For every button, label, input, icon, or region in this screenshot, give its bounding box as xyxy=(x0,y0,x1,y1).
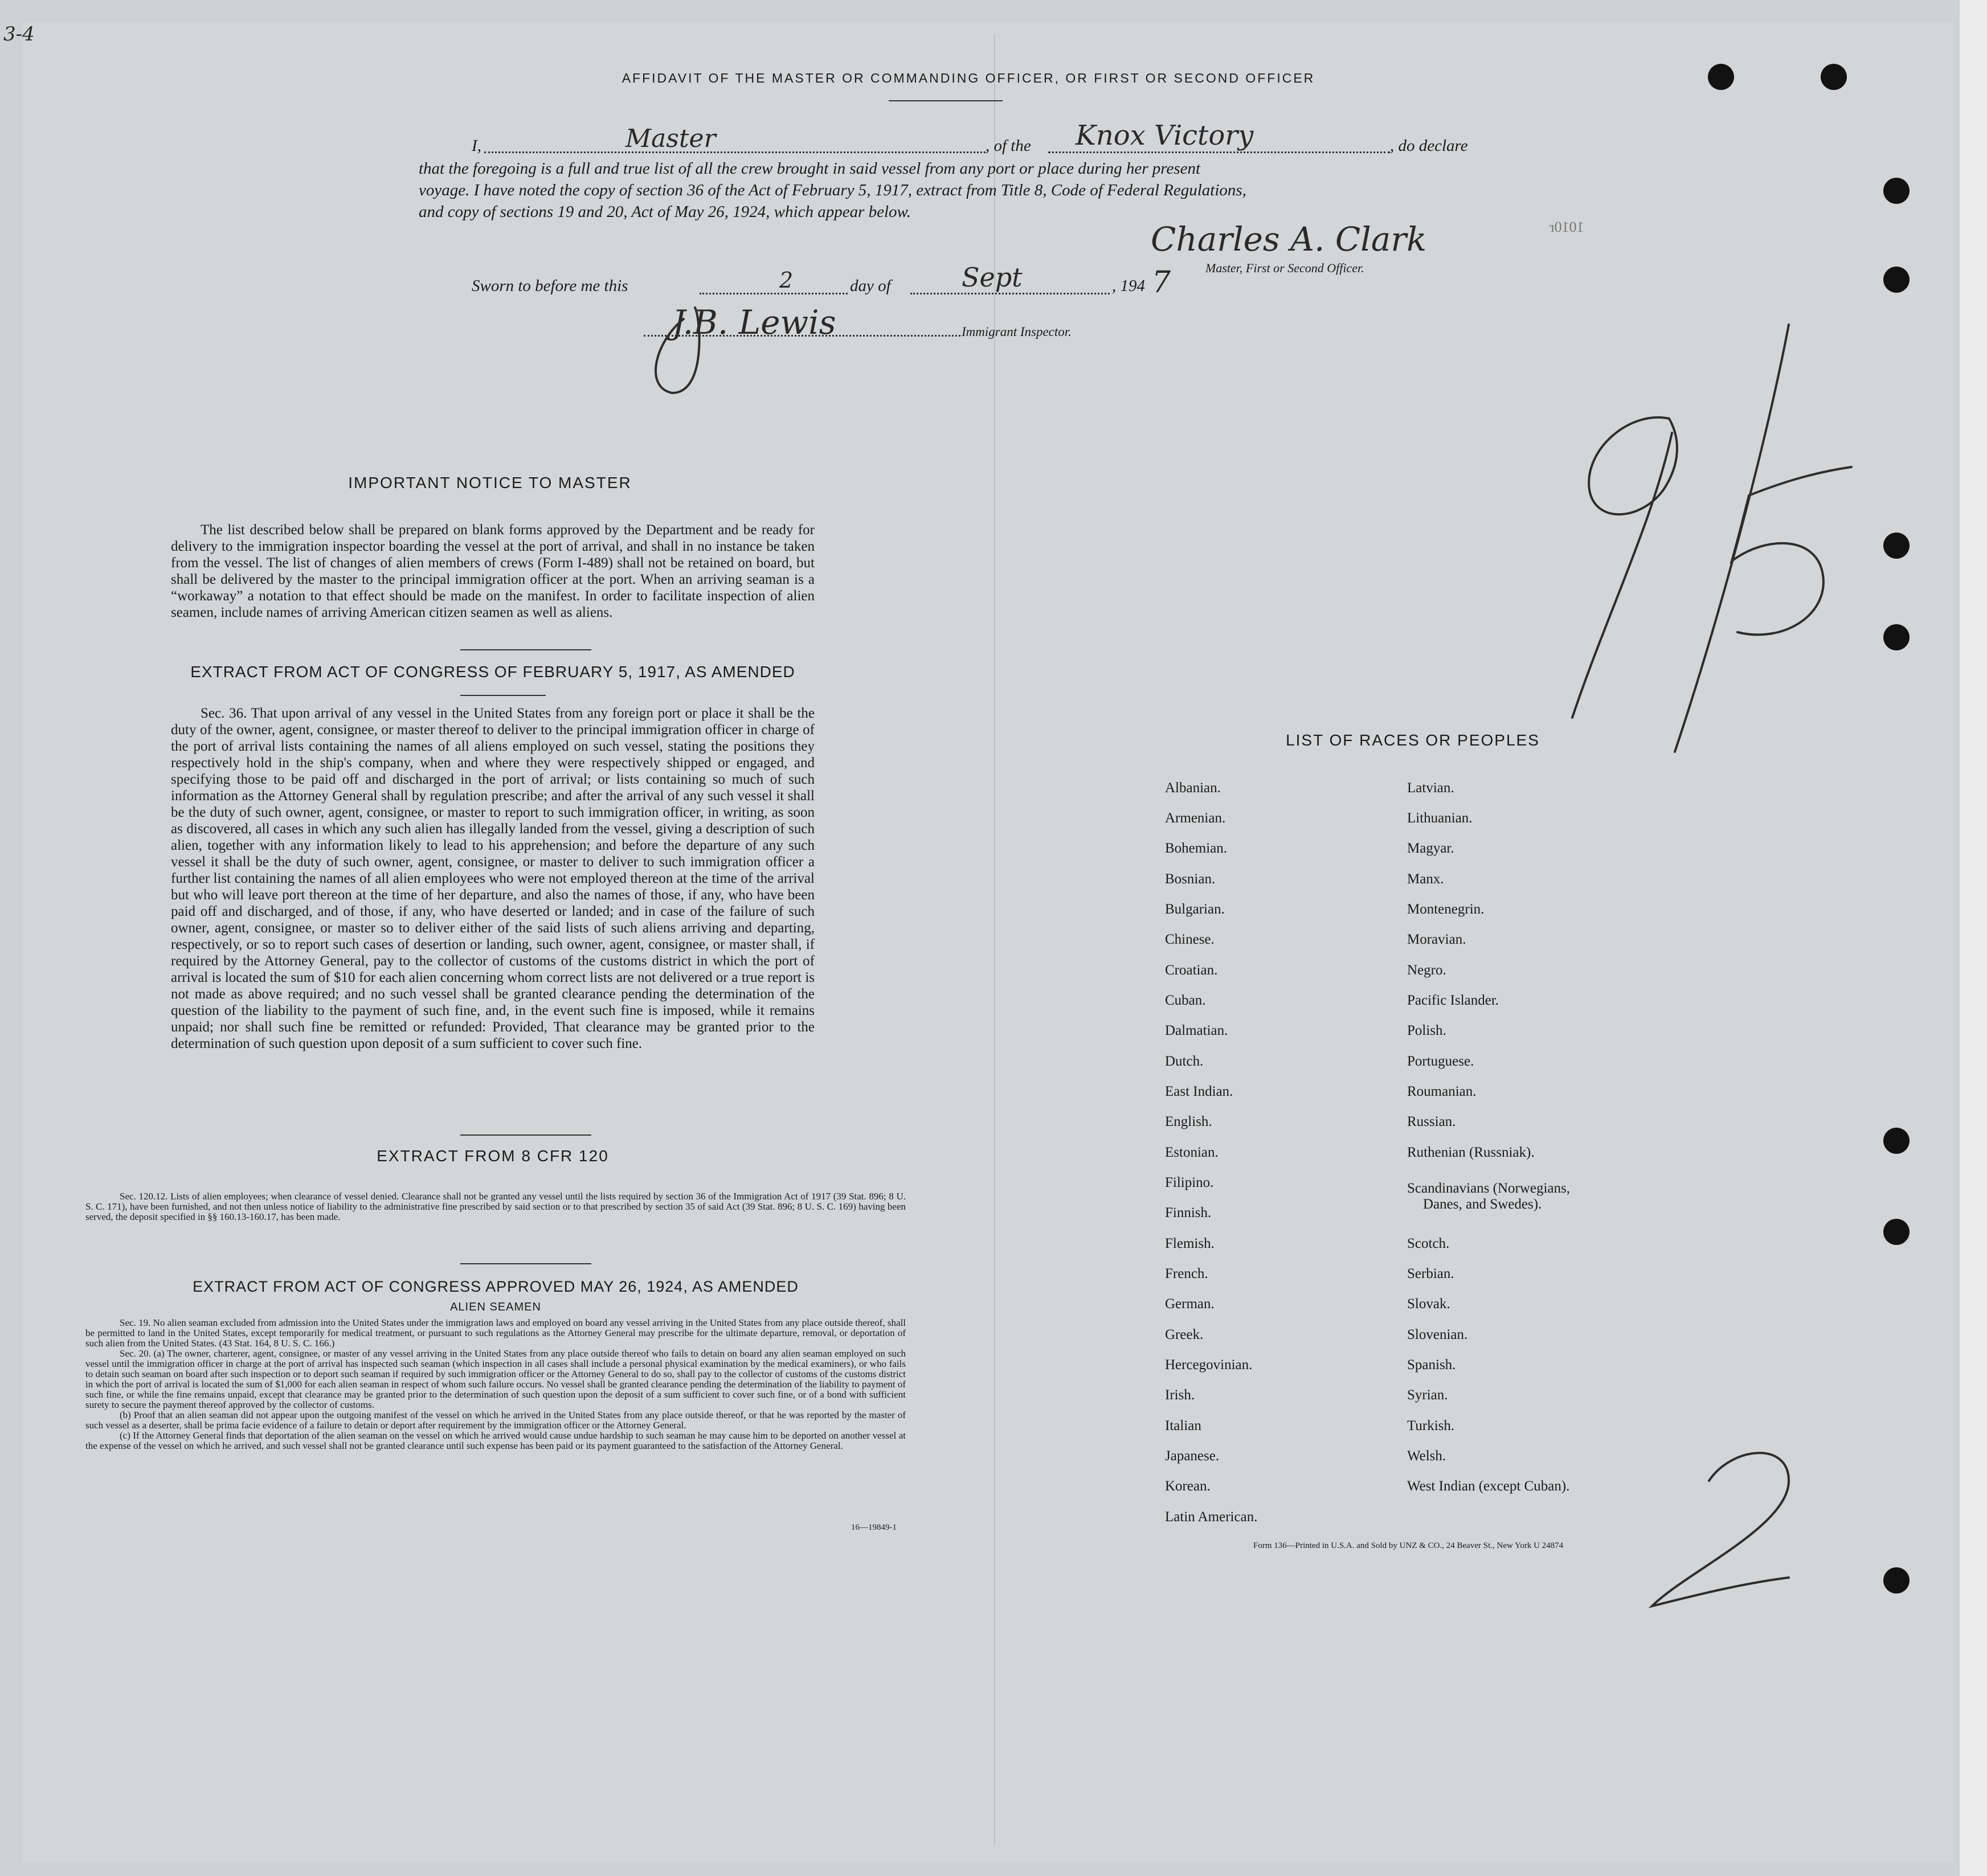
sec19-paragraph: Sec. 19. No alien seaman excluded from admission into the United States under the immigration laws and employed on board any vessel arriving in the United States from any place outside thereof, shall be permitted to land in the United States, except temporarily for medical treatment, or pursuant to such regulations as the Attorney General may prescribe for the ultimate departure, removal, or deportation of such alien from the United States. (43 Stat. 164, 8 U. S. C. 166.) xyxy=(85,1317,906,1349)
affidavit-line3: voyage. I have noted the copy of section 36 of the Act of February 5, 1917, extract from Title 8, Code of Federal Regulations, xyxy=(419,181,1246,199)
sec20c-paragraph: (c) If the Attorney General finds that deportation of the alien seaman on the vessel on which he arrived would cause undue hardship to such seaman he may cause him to be deported on another vessel at the expense of the vessel on which he arrived, and such vessel shall not be granted clearance until such expense has been paid or its payment guaranteed to the satisfaction of the Attorney General. xyxy=(85,1430,906,1451)
officer-handwritten: Master xyxy=(625,124,716,153)
master-signature: Charles A. Clark xyxy=(1151,220,1427,259)
race-item: Dutch. xyxy=(1165,1054,1204,1069)
race-item: Manx. xyxy=(1407,871,1444,887)
year-print-digits: 194 xyxy=(1120,277,1145,295)
cfr-title: EXTRACT FROM 8 CFR 120 xyxy=(377,1147,609,1165)
race-item: Turkish. xyxy=(1407,1418,1455,1433)
race-item: Chinese. xyxy=(1165,932,1215,947)
inspector-caption: Immigrant Inspector. xyxy=(962,325,1072,339)
race-item: Negro. xyxy=(1407,962,1446,978)
affidavit-line2: that the foregoing is a full and true list of all the crew brought in said vessel from any port or place during her present xyxy=(419,159,1201,178)
mirror-text: 1010r xyxy=(1549,219,1584,235)
day-handwritten: 2 xyxy=(779,268,794,293)
race-item: Slovak. xyxy=(1407,1296,1450,1312)
race-item: Moravian. xyxy=(1407,932,1466,947)
races-title: LIST OF RACES OR PEOPLES xyxy=(1286,731,1540,749)
race-item: East Indian. xyxy=(1165,1084,1233,1099)
race-item: Finnish. xyxy=(1165,1205,1212,1220)
affidavit-line4: and copy of sections 19 and 20, Act of May 26, 1924, which appear below. xyxy=(419,203,911,221)
race-item: Scotch. xyxy=(1407,1236,1450,1251)
signature-caption: Master, First or Second Officer. xyxy=(1205,261,1364,275)
form-footer: Form 136—Printed in U.S.A. and Sold by UNZ & CO., 24 Beaver St., New York U 24874 xyxy=(1253,1541,1564,1550)
race-item: Roumanian. xyxy=(1407,1084,1477,1099)
race-item: German. xyxy=(1165,1296,1215,1312)
year-print: , 194 xyxy=(1112,277,1145,295)
extract1924-subtitle: ALIEN SEAMEN xyxy=(450,1301,541,1313)
form-code: 16—19849-1 xyxy=(851,1523,897,1532)
race-item: Montenegrin. xyxy=(1407,902,1485,917)
race-item: Irish. xyxy=(1165,1387,1195,1403)
race-item: Spanish. xyxy=(1407,1357,1456,1373)
race-item: Greek. xyxy=(1165,1327,1204,1342)
race-item: West Indian (except Cuban). xyxy=(1407,1478,1570,1494)
race-item: Italian xyxy=(1165,1418,1201,1433)
race-item: Hercegovinian. xyxy=(1165,1357,1253,1373)
line1-of-the: , of the xyxy=(986,137,1031,155)
race-item: Korean. xyxy=(1165,1478,1211,1494)
race-item: Estonian. xyxy=(1165,1145,1219,1160)
race-item: Magyar. xyxy=(1407,841,1454,856)
race-item: Syrian. xyxy=(1407,1387,1448,1403)
year-handwritten: 7 xyxy=(1152,265,1171,300)
race-item: Latin American. xyxy=(1165,1509,1258,1525)
extract1924-title: EXTRACT FROM ACT OF CONGRESS APPROVED MAY 26, 1924, AS AMENDED xyxy=(193,1278,799,1295)
race-item: Polish. xyxy=(1407,1023,1446,1038)
notice-title: IMPORTANT NOTICE TO MASTER xyxy=(348,474,632,491)
extract1917-title: EXTRACT FROM ACT OF CONGRESS OF FEBRUARY 5, 1917, AS AMENDED xyxy=(190,663,795,681)
race-item: Scandinavians (Norwegians, xyxy=(1407,1181,1571,1196)
race-item: Albanian. xyxy=(1165,780,1221,796)
race-item: Croatian. xyxy=(1165,962,1218,978)
race-item: Welsh. xyxy=(1407,1448,1446,1464)
sec20a-paragraph: Sec. 20. (a) The owner, charterer, agent, consignee, or master of any vessel arriving in the United States from any place outside thereof who fails to detain on board any alien seaman employed on such vessel until the immigration officer in charge at the port of arrival has inspected such seaman (which inspection in all cases shall include a personal physical examination by the medical examiners), or who fails to detain such seaman on board after such inspection or to deport such seaman if required by such immigration officer or the Attorney General to do so, shall pay to the collector of customs of the customs district in which the port of arrival is located the sum of $1,000 for each alien seaman in respect of whom such failure occurs. No vessel shall be granted clearance pending the determination of the liability to payment of such fine, or while the fine remains unpaid, except that clearance may be granted prior to the determination of such question upon the deposit of a sum sufficient to cover such fine, or of a bond with sufficient surety to secure the payment thereof approved by the collector of customs. xyxy=(85,1348,906,1410)
race-item: Bohemian. xyxy=(1165,841,1228,856)
race-item: Flemish. xyxy=(1165,1236,1215,1251)
bottom-mark-two xyxy=(1652,1453,1789,1606)
race-item: Bosnian. xyxy=(1165,871,1216,887)
corner-mark: 3-4 xyxy=(3,23,35,46)
race-item: Cuban. xyxy=(1165,993,1206,1008)
race-item: Lithuanian. xyxy=(1407,810,1473,826)
race-item: Slovenian. xyxy=(1407,1327,1468,1342)
big-mark-slash xyxy=(1675,325,1789,752)
affidavit-title: AFFIDAVIT OF THE MASTER OR COMMANDING OFFICER, OR FIRST OR SECOND OFFICER xyxy=(622,71,1315,85)
race-item: French. xyxy=(1165,1266,1208,1281)
race-item: Portuguese. xyxy=(1407,1054,1474,1069)
line1-lead: I, xyxy=(472,137,481,155)
day-of-label: day of xyxy=(850,277,891,295)
big-mark-nine xyxy=(1572,417,1677,718)
race-item: Filipino. xyxy=(1165,1175,1214,1190)
vessel-handwritten: Knox Victory xyxy=(1076,120,1254,151)
race-item: Danes, and Swedes). xyxy=(1423,1197,1542,1212)
race-item: Ruthenian (Russniak). xyxy=(1407,1145,1535,1160)
sec20b-paragraph: (b) Proof that an alien seaman did not appear upon the outgoing manifest of the vessel on which he arrived in the United States from any place outside thereof, or that he was reported by the master of such vessel as a deserter, shall be prima facie evidence of a failure to detain or deport after requirement by the immigration officer or the Attorney General. xyxy=(85,1410,906,1431)
notice-paragraph: The list described below shall be prepared on blank forms approved by the Department and be ready for delivery to the immigration inspector boarding the vessel at the port of arrival, and shall in no instance be taken from the vessel. The list of changes of alien members of crews (Form I-489) shall not be retained on board, but shall be delivered by the master to the principal immigration officer at the port. When an arriving seaman is a “workaway” a notation to that effect should be made on the manifest. In order to facilitate inspection of alien seamen, include names of arriving American citizen seamen as well as aliens. xyxy=(171,522,815,620)
inspector-flourish xyxy=(656,308,700,393)
month-handwritten: Sept xyxy=(962,262,1023,293)
cfr-paragraph: Sec. 120.12. Lists of alien employees; when clearance of vessel denied. Clearance shall not be granted any vessel until the lists required by section 36 of the Immigration Act of 1917 (39 Stat. 896; 8 U. S. C. 171), have been furnished, and not then unless notice of liability to the administrative fine prescribed by said section or to that prescribed by section 35 of said Act (39 Stat. 896; 8 U. S. C. 169) having been served, the deposit specified in §§ 160.13-160.17, has been made. xyxy=(85,1191,906,1222)
race-item: Dalmatian. xyxy=(1165,1023,1228,1038)
race-item: Serbian. xyxy=(1407,1266,1454,1281)
race-item: Latvian. xyxy=(1407,780,1454,796)
race-item: Japanese. xyxy=(1165,1448,1220,1464)
race-item: Bulgarian. xyxy=(1165,902,1225,917)
sec36-paragraph: Sec. 36. That upon arrival of any vessel in the United States from any foreign port or place it shall be the duty of the owner, agent, consignee, or master thereof to deliver to the principal immigration officer in charge of the port of arrival lists containing the names of all aliens employed on such vessel, stating the positions they respectively hold in the ship's company, when and where they were respectively shipped or engaged, and specifying those to be paid off and discharged in the port of arrival; or lists containing so much of such information as the Attorney General shall by regulation prescribe; and after the arrival of any such vessel it shall be the duty of such owner, agent, consignee, or master to report to such immigration officer, in writing, as soon as discovered, all cases in which any such alien has illegally landed from the vessel, giving a description of such alien, together with any information likely to lead to his apprehension; and before the departure of any such vessel it shall be the duty of such owner, agent, consignee, or master to deliver to such immigration officer a further list containing the names of all alien employees who were not employed thereon at the time of the arrival but who will leave port thereon at the time of her departure, and also the names of those, if any, who have been paid off and discharged, and of those, if any, who have deserted or landed; and in case of the failure of such owner, agent, consignee, or master so to deliver either of the said lists of such aliens arriving and departing, respectively, or so to report such cases of desertion or landing, such owner, agent, consignee, or master shall, if required by the Attorney General, pay to the collector of customs of the customs district in which the port of arrival is located the sum of $10 for each alien concerning whom correct lists are not delivered or a true report is not made as above required; and no such vessel shall be granted clearance pending the determination of the question of the liability to the payment of such fine, and, in the event such fine is imposed, while it remains unpaid; nor shall such fine be remitted or refunded: Provided, That clearance may be granted prior to the determination of such question upon deposit of a sum sufficient to cover such fine. xyxy=(171,706,815,1051)
race-item: Russian. xyxy=(1407,1114,1456,1129)
line1-declare: , do declare xyxy=(1390,137,1468,155)
race-item: English. xyxy=(1165,1114,1212,1129)
sworn-lead: Sworn to before me this xyxy=(472,277,628,295)
race-item: Armenian. xyxy=(1165,810,1226,826)
inspector-signature: J.B. Lewis xyxy=(672,303,836,342)
race-item: Pacific Islander. xyxy=(1407,993,1499,1008)
